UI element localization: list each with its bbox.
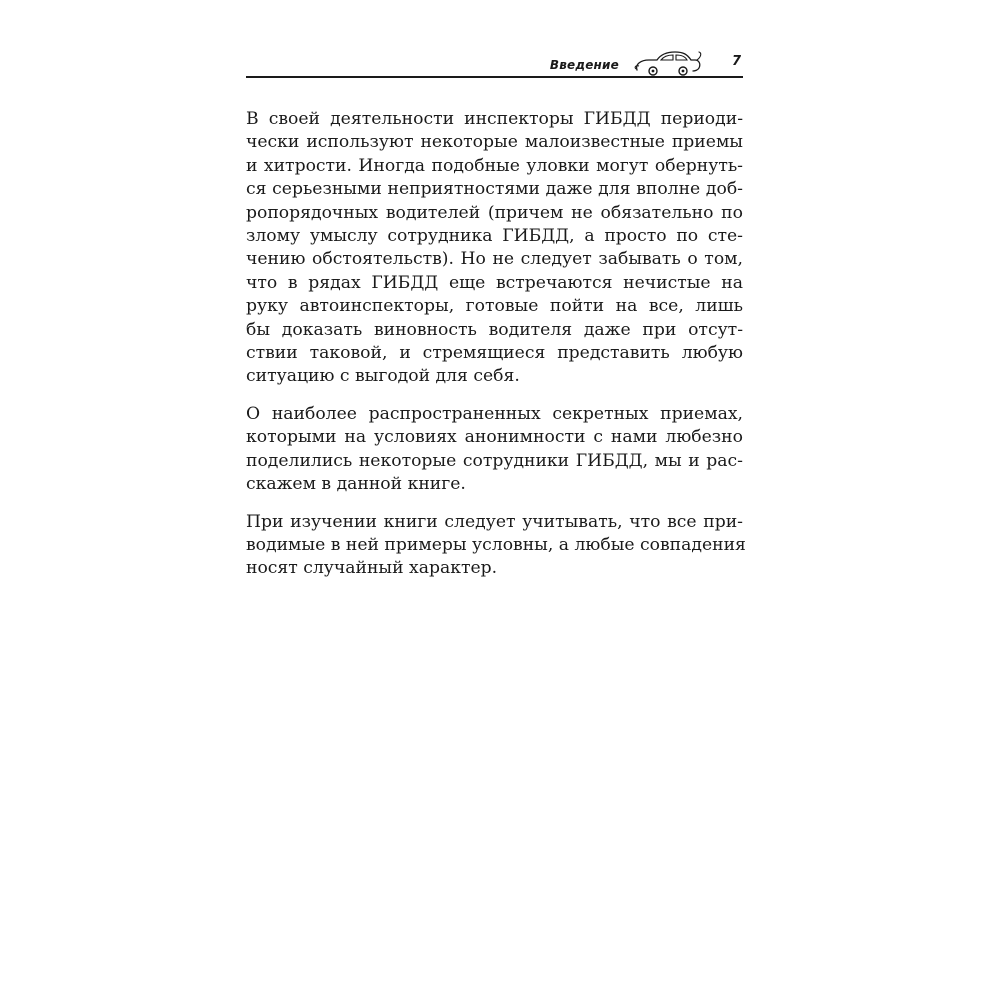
paragraph bbox=[246, 403, 743, 497]
text-line: и хитрости. Иногда подобные уловки могут обернуть- bbox=[246, 155, 743, 176]
text-line: скажем в данной книге. bbox=[246, 474, 466, 495]
text-line: носят случайный характер. bbox=[246, 558, 498, 579]
text-line: злому умыслу сотрудника ГИБДД, а просто по сте- bbox=[246, 226, 743, 247]
text-line: О наиболее распространенных секретных приемах, bbox=[246, 403, 743, 424]
text-line: водимые в ней примеры условны, а любые совпадения bbox=[246, 534, 746, 555]
text-line: При изучении книги следует учитывать, что все при- bbox=[246, 511, 743, 532]
text-line: ствии таковой, и стремящиеся представить любую bbox=[246, 343, 743, 364]
text-line: В своей деятельности инспекторы ГИБДД периоди- bbox=[246, 109, 743, 129]
text-line: что в рядах ГИБДД еще встречаются нечистые на bbox=[246, 272, 743, 293]
car-icon bbox=[631, 48, 703, 78]
text-line: ропорядочных водителей (причем не обязательно по bbox=[246, 202, 743, 223]
header-rule bbox=[246, 76, 743, 78]
text-line: ситуацию с выгодой для себя. bbox=[246, 366, 520, 387]
paragraph bbox=[246, 108, 743, 389]
page-number: 7 bbox=[731, 54, 741, 69]
text-line: поделились некоторые сотрудники ГИБДД, мы и рас- bbox=[246, 450, 743, 471]
text-line: бы доказать виновность водителя даже при отсут- bbox=[246, 319, 743, 340]
paragraph bbox=[246, 511, 746, 581]
body-text bbox=[246, 108, 746, 595]
text-line: чению обстоятельств). Но не следует забывать о том, bbox=[246, 249, 743, 270]
text-line: ся серьезными неприятностями даже для вполне доб- bbox=[246, 179, 743, 200]
text-line: руку автоинспекторы, готовые пойти на все, лишь bbox=[246, 296, 743, 317]
text-line: чески используют некоторые малоизвестные приемы bbox=[246, 132, 743, 153]
section-title: Введение bbox=[549, 58, 619, 72]
text-line: которыми на условиях анонимности с нами любезно bbox=[246, 427, 743, 448]
running-header bbox=[246, 48, 743, 80]
